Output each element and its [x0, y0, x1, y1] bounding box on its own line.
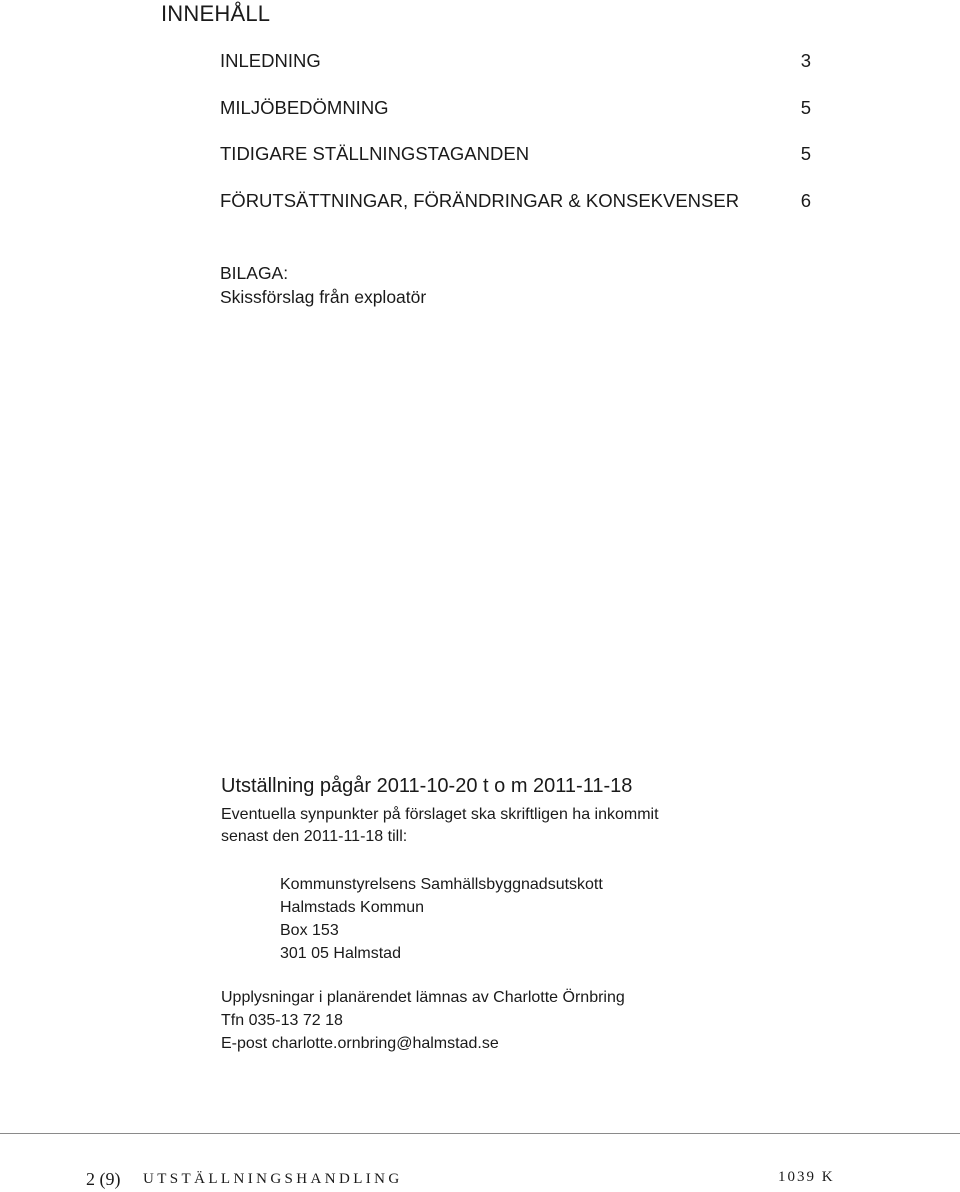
toc-entry-label: INLEDNING: [220, 50, 321, 71]
appendix-text: Skissförslag från exploatör: [220, 287, 427, 307]
toc-entry-page: 6: [800, 189, 811, 211]
toc-entry-label: TIDIGARE STÄLLNINGSTAGANDEN: [220, 143, 530, 164]
toc-entry-page: 5: [800, 96, 811, 118]
toc-entry[interactable]: [219, 48, 813, 95]
contact-info: [221, 987, 625, 1055]
page-title: INNEHÅLL: [161, 1, 271, 26]
toc-entry[interactable]: [219, 95, 813, 142]
toc-entry-label: FÖRUTSÄTTNINGAR, FÖRÄNDRINGAR & KONSEKVENSER: [220, 189, 740, 211]
exhibition-text-line: senast den 2011-11-18 till:: [221, 828, 408, 845]
exhibition-text: [221, 804, 659, 848]
address-line: Halmstads Kommun: [280, 899, 425, 916]
address-line: Box 153: [280, 922, 339, 939]
appendix-section: [220, 261, 426, 309]
toc-entry-label: MILJÖBEDÖMNING: [220, 96, 389, 118]
toc-entry-page: 5: [800, 143, 811, 164]
footer-document-title: UTSTÄLLNINGSHANDLING: [143, 1171, 403, 1187]
footer-document-code: 1039 K: [778, 1169, 835, 1185]
contact-person: Upplysningar i planärendet lämnas av Charlotte Örnbring: [221, 989, 625, 1006]
footer-page-number: 2 (9): [86, 1169, 121, 1189]
table-of-contents: [219, 48, 813, 234]
exhibition-text-line: Eventuella synpunkter på förslaget ska skriftligen ha inkommit: [221, 806, 659, 823]
toc-entry[interactable]: [219, 188, 813, 235]
appendix-title: BILAGA:: [220, 263, 289, 283]
postal-address: [280, 873, 603, 965]
address-line: 301 05 Halmstad: [280, 945, 401, 962]
contact-phone: Tfn 035-13 72 18: [221, 1011, 343, 1029]
toc-entry-page: 3: [800, 50, 811, 71]
exhibition-title: Utställning pågår 2011-10-20 t o m 2011-11-18: [221, 775, 633, 797]
toc-entry[interactable]: [219, 141, 813, 188]
contact-email[interactable]: E-post charlotte.ornbring@halmstad.se: [221, 1034, 499, 1052]
address-line: Kommunstyrelsens Samhällsbyggnadsutskott: [280, 876, 603, 893]
footer-divider: [0, 1133, 960, 1134]
